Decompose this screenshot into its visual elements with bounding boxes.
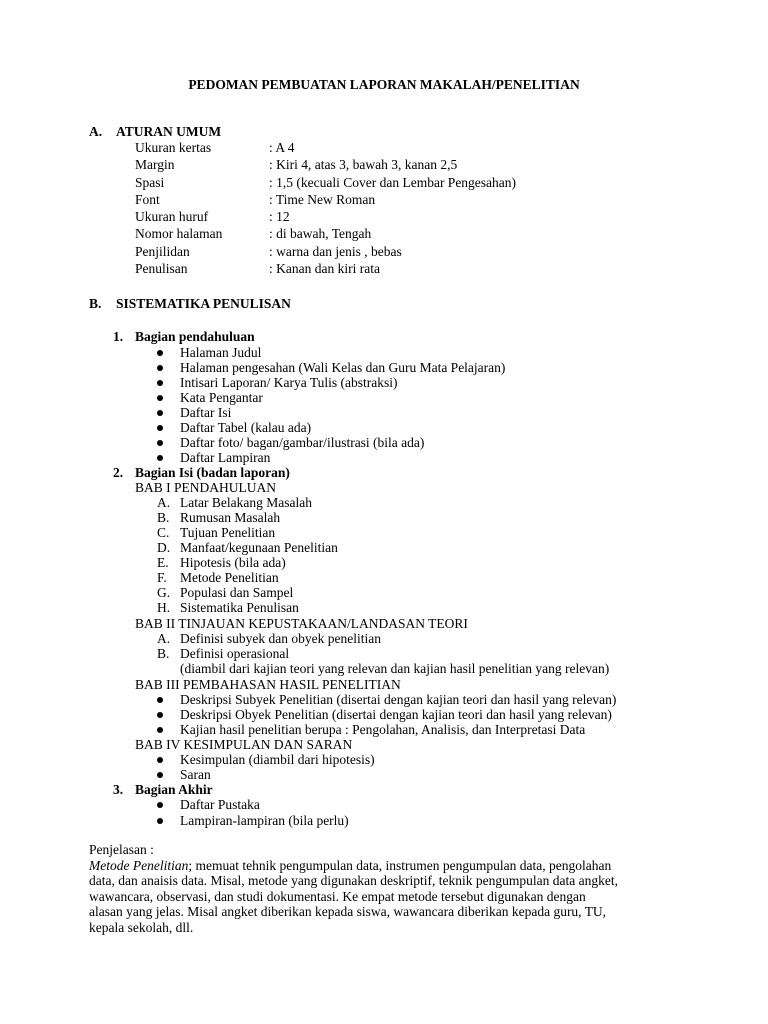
row-label: Font [135, 192, 160, 207]
list-letter: G. [157, 585, 171, 600]
bullet-icon [157, 440, 163, 446]
bullet-icon [157, 410, 163, 416]
bab-title: BAB IV KESIMPULAN DAN SARAN [135, 737, 353, 752]
list-item: Daftar Isi [180, 405, 232, 420]
part-heading: Bagian Akhir [135, 782, 213, 797]
bullet-icon [157, 365, 163, 371]
bab-title: BAB II TINJAUAN KEPUSTAKAAN/LANDASAN TEORI [135, 616, 468, 631]
explanation-label: Penjelasan : [89, 842, 154, 857]
list-item: Deskripsi Obyek Penelitian (disertai dengan kajian teori dan hasil yang relevan) [180, 707, 612, 722]
section-b-heading: SISTEMATIKA PENULISAN [116, 296, 291, 311]
list-item: Lampiran-lampiran (bila perlu) [180, 813, 349, 828]
list-letter: H. [157, 600, 171, 615]
list-item: Daftar Pustaka [180, 797, 260, 812]
bullet-icon [157, 727, 163, 733]
bullet-icon [157, 818, 163, 824]
list-letter: B. [157, 646, 170, 661]
row-value: : warna dan jenis , bebas [269, 244, 402, 259]
list-item: Tujuan Penelitian [180, 525, 276, 540]
row-value: : Kiri 4, atas 3, bawah 3, kanan 2,5 [269, 157, 458, 172]
list-item: Daftar Tabel (kalau ada) [180, 420, 312, 435]
part-number: 2. [113, 465, 124, 480]
explanation-line: kepala sekolah, dll. [89, 919, 194, 935]
part-number: 3. [113, 782, 124, 797]
list-letter: A. [157, 631, 171, 646]
method-term: Metode Penelitian [89, 857, 189, 873]
row-label: Penulisan [135, 261, 188, 276]
list-item: Saran [180, 767, 211, 782]
row-value: : 1,5 (kecuali Cover dan Lembar Pengesahan) [269, 175, 517, 190]
list-item: Daftar foto/ bagan/gambar/ilustrasi (bila ada) [180, 435, 425, 450]
bullet-icon [157, 802, 163, 808]
explanation-paragraph [89, 842, 689, 935]
explanation-text: ; memuat tehnik pengumpulan data, instrumen pengumpulan data, pengolahan [188, 857, 612, 873]
explanation-line: wawancara, observasi, dan studi dokumentasi. Ke empat metode tersebut digunakan dengan [89, 888, 586, 904]
row-label: Penjilidan [135, 244, 190, 259]
row-label: Ukuran huruf [135, 209, 209, 224]
page-title: PEDOMAN PEMBUATAN LAPORAN MAKALAH/PENELITIAN [188, 77, 580, 92]
list-item: Halaman pengesahan (Wali Kelas dan Guru Mata Pelajaran) [180, 360, 506, 375]
bullet-icon [157, 712, 163, 718]
list-item: Populasi dan Sampel [180, 585, 294, 600]
list-item: Daftar Lampiran [180, 450, 271, 465]
section-b-letter: B. [89, 296, 102, 311]
list-item: Kata Pengantar [180, 390, 263, 405]
row-label: Spasi [135, 175, 165, 190]
list-item: Sistematika Penulisan [180, 600, 299, 615]
list-item: Latar Belakang Masalah [180, 495, 312, 510]
bullet-icon [157, 395, 163, 401]
bullet-icon [157, 697, 163, 703]
list-item: Definisi subyek dan obyek penelitian [180, 631, 381, 646]
explanation-line: data, dan anaisis data. Misal, metode yang digunakan deskriptif, teknik pengumpulan data angket, [89, 873, 618, 888]
row-value: : di bawah, Tengah [269, 226, 372, 241]
bullet-icon [157, 772, 163, 778]
row-value: : A 4 [269, 140, 295, 155]
bullet-icon [157, 380, 163, 386]
list-item: Hipotesis (bila ada) [180, 555, 286, 570]
explanation-line: alasan yang jelas. Misal angket diberikan kepada siswa, wawancara diberikan kepada guru, TU, [89, 904, 607, 919]
list-item: Halaman Judul [180, 345, 262, 360]
list-letter: F. [157, 570, 167, 585]
list-item: Manfaat/kegunaan Penelitian [180, 540, 338, 555]
explanation-line [89, 858, 689, 874]
part-heading: Bagian pendahuluan [135, 329, 255, 344]
row-label: Ukuran kertas [135, 140, 212, 155]
row-value: : Time New Roman [269, 192, 376, 207]
bullet-icon [157, 350, 163, 356]
row-label: Nomor halaman [135, 226, 223, 241]
list-letter: A. [157, 495, 171, 510]
list-item: Definisi operasional [180, 646, 290, 661]
list-item: Kajian hasil penelitian berupa : Pengolahan, Analisis, dan Interpretasi Data [180, 722, 586, 737]
row-value: : Kanan dan kiri rata [269, 261, 380, 276]
list-note: (diambil dari kajian teori yang relevan dan kajian hasil penelitian yang relevan) [180, 661, 610, 676]
list-item: Deskripsi Subyek Penelitian (disertai dengan kajian teori dan hasil yang relevan) [180, 692, 617, 707]
list-letter: B. [157, 510, 170, 525]
row-label: Margin [135, 157, 175, 172]
list-letter: C. [157, 525, 170, 540]
bab-title: BAB III PEMBAHASAN HASIL PENELITIAN [135, 677, 401, 692]
list-letter: D. [157, 540, 171, 555]
bullet-icon [157, 425, 163, 431]
list-item: Metode Penelitian [180, 570, 279, 585]
part-heading: Bagian Isi (badan laporan) [135, 465, 290, 480]
part-number: 1. [113, 329, 124, 344]
list-item: Rumusan Masalah [180, 510, 281, 525]
bullet-icon [157, 757, 163, 763]
list-item: Kesimpulan (diambil dari hipotesis) [180, 752, 375, 767]
section-a-heading: ATURAN UMUM [116, 124, 222, 139]
bullet-icon [157, 455, 163, 461]
section-a-letter: A. [89, 124, 103, 139]
list-letter: E. [157, 555, 169, 570]
row-value: : 12 [269, 209, 290, 224]
bab-title: BAB I PENDAHULUAN [135, 480, 276, 495]
list-item: Intisari Laporan/ Karya Tulis (abstraksi) [180, 375, 398, 390]
